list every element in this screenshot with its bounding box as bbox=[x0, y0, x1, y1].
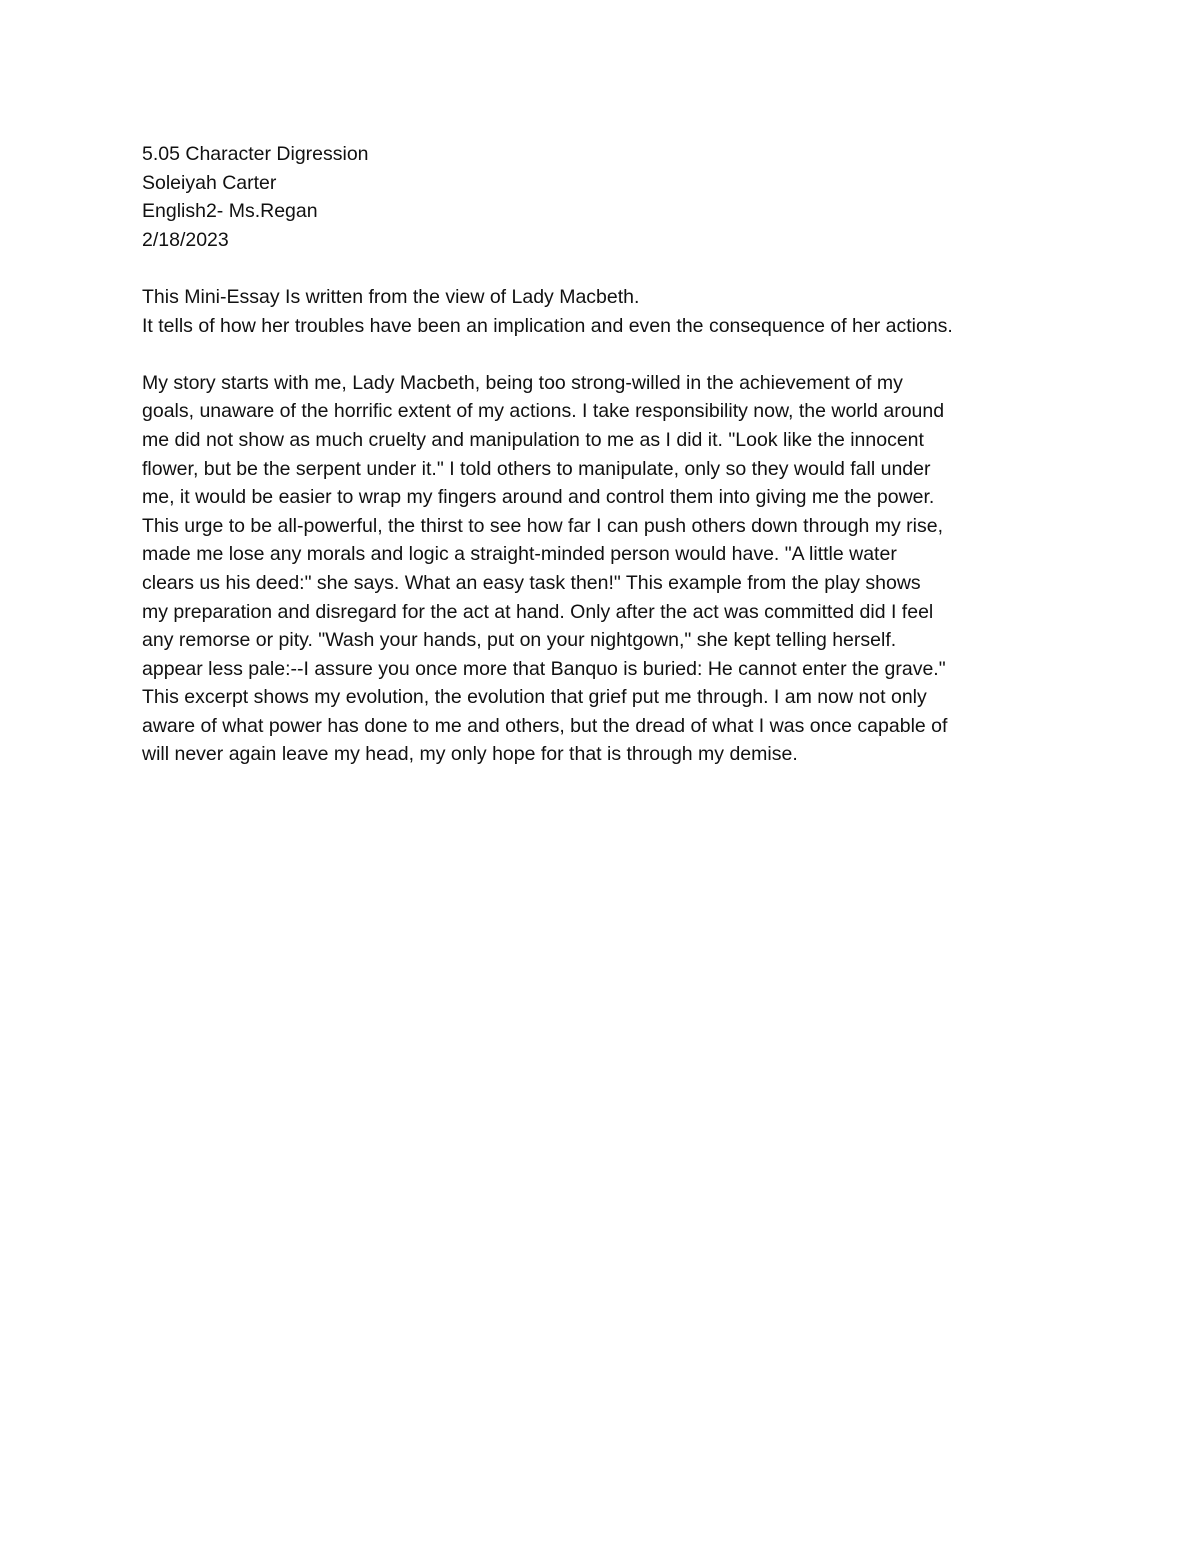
essay-line: me, it would be easier to wrap my fingers around and control them into giving me the power. bbox=[142, 486, 935, 509]
essay-line: will never again leave my head, my only hope for that is through my demise. bbox=[142, 743, 798, 766]
course-name: English2- Ms.Regan bbox=[142, 200, 318, 223]
essay-line: my preparation and disregard for the act at hand. Only after the act was committed did I feel bbox=[142, 600, 934, 623]
essay-line: made me lose any morals and logic a straight-minded person would have. "A little water bbox=[142, 543, 897, 566]
paragraph-gap bbox=[142, 340, 1062, 369]
essay-body bbox=[142, 369, 1062, 769]
author-name: Soleiyah Carter bbox=[142, 171, 277, 194]
essay-line: My story starts with me, Lady Macbeth, being too strong-willed in the achievement of my bbox=[142, 371, 903, 394]
document-date: 2/18/2023 bbox=[142, 228, 229, 251]
essay-line: aware of what power has done to me and others, but the dread of what I was once capable of bbox=[142, 714, 948, 737]
essay-line: clears us his deed:" she says. What an easy task then!" This example from the play shows bbox=[142, 571, 921, 594]
intro-line: This Mini-Essay Is written from the view of Lady Macbeth. bbox=[142, 285, 640, 308]
essay-line: any remorse or pity. "Wash your hands, put on your nightgown," she kept telling herself. bbox=[142, 629, 897, 652]
essay-line: This urge to be all-powerful, the thirst to see how far I can push others down through my rise, bbox=[142, 514, 943, 537]
document-title: 5.05 Character Digression bbox=[142, 143, 369, 165]
essay-line: flower, but be the serpent under it." I told others to manipulate, only so they would fall under bbox=[142, 457, 931, 480]
essay-line: goals, unaware of the horrific extent of my actions. I take responsibility now, the world around bbox=[142, 400, 945, 423]
paragraph-gap bbox=[142, 254, 1062, 283]
intro-line: It tells of how her troubles have been an implication and even the consequence of her actions. bbox=[142, 314, 953, 337]
essay-line: me did not show as much cruelty and manipulation to me as I did it. "Look like the innocent bbox=[142, 428, 924, 451]
essay-line: This excerpt shows my evolution, the evolution that grief put me through. I am now not only bbox=[142, 686, 927, 709]
document-content bbox=[142, 140, 1062, 769]
essay-line: appear less pale:--I assure you once more that Banquo is buried: He cannot enter the grave." bbox=[142, 657, 946, 680]
